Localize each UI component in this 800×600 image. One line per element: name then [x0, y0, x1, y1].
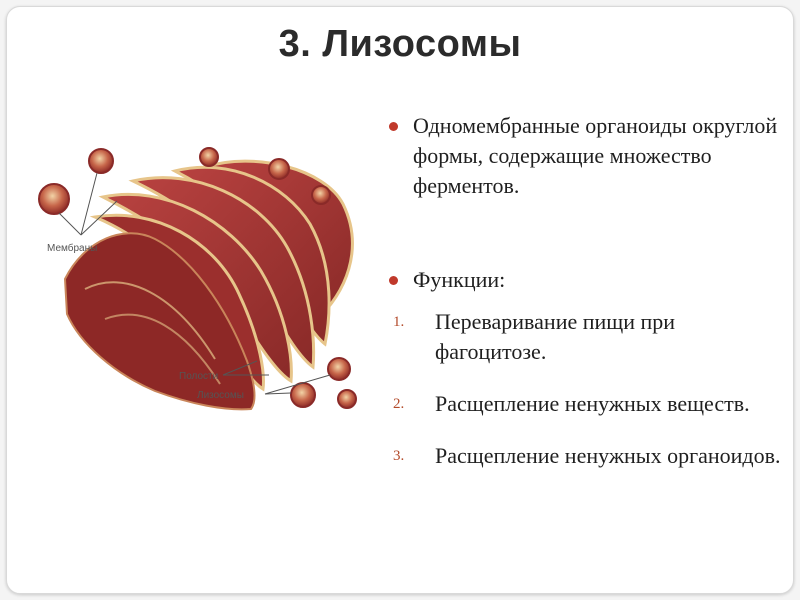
bullet-functions [385, 265, 781, 295]
list-item [385, 441, 781, 471]
list-text: Расщепление ненужных веществ. [435, 391, 750, 416]
lysosome [338, 390, 356, 408]
list-number: 2. [393, 396, 405, 412]
organelle-illustration [25, 129, 375, 429]
label-membranes: Мембраны [47, 243, 98, 254]
lysosome [291, 383, 315, 407]
vesicle [312, 186, 330, 204]
vesicle [269, 159, 289, 179]
list-number: 3. [393, 448, 405, 464]
list-text: Переваривание пищи при фагоцитозе. [435, 309, 676, 364]
bullet-text: Одномембранные органоиды округлой формы, содержащие множество ферментов. [413, 113, 778, 198]
list-item [385, 307, 781, 367]
list-item [385, 389, 781, 419]
slide [6, 6, 794, 594]
bullet-text: Функции: [413, 267, 506, 292]
list-text: Расщепление ненужных органоидов. [435, 443, 781, 468]
content-area [385, 111, 781, 493]
bullet-dot [389, 276, 398, 285]
lysosome [328, 358, 350, 380]
label-lysosomes: Лизосомы [197, 390, 244, 401]
bullet-dot [389, 122, 398, 131]
golgi-lysosome-diagram [25, 129, 375, 429]
slide-title: 3. Лизосомы [278, 23, 522, 65]
vesicle [200, 148, 218, 166]
list-number: 1. [393, 314, 405, 330]
vesicle [39, 184, 69, 214]
label-cavities: Полости [179, 371, 219, 382]
bullet-definition [385, 111, 781, 201]
functions-list [385, 307, 781, 471]
vesicle [89, 149, 113, 173]
